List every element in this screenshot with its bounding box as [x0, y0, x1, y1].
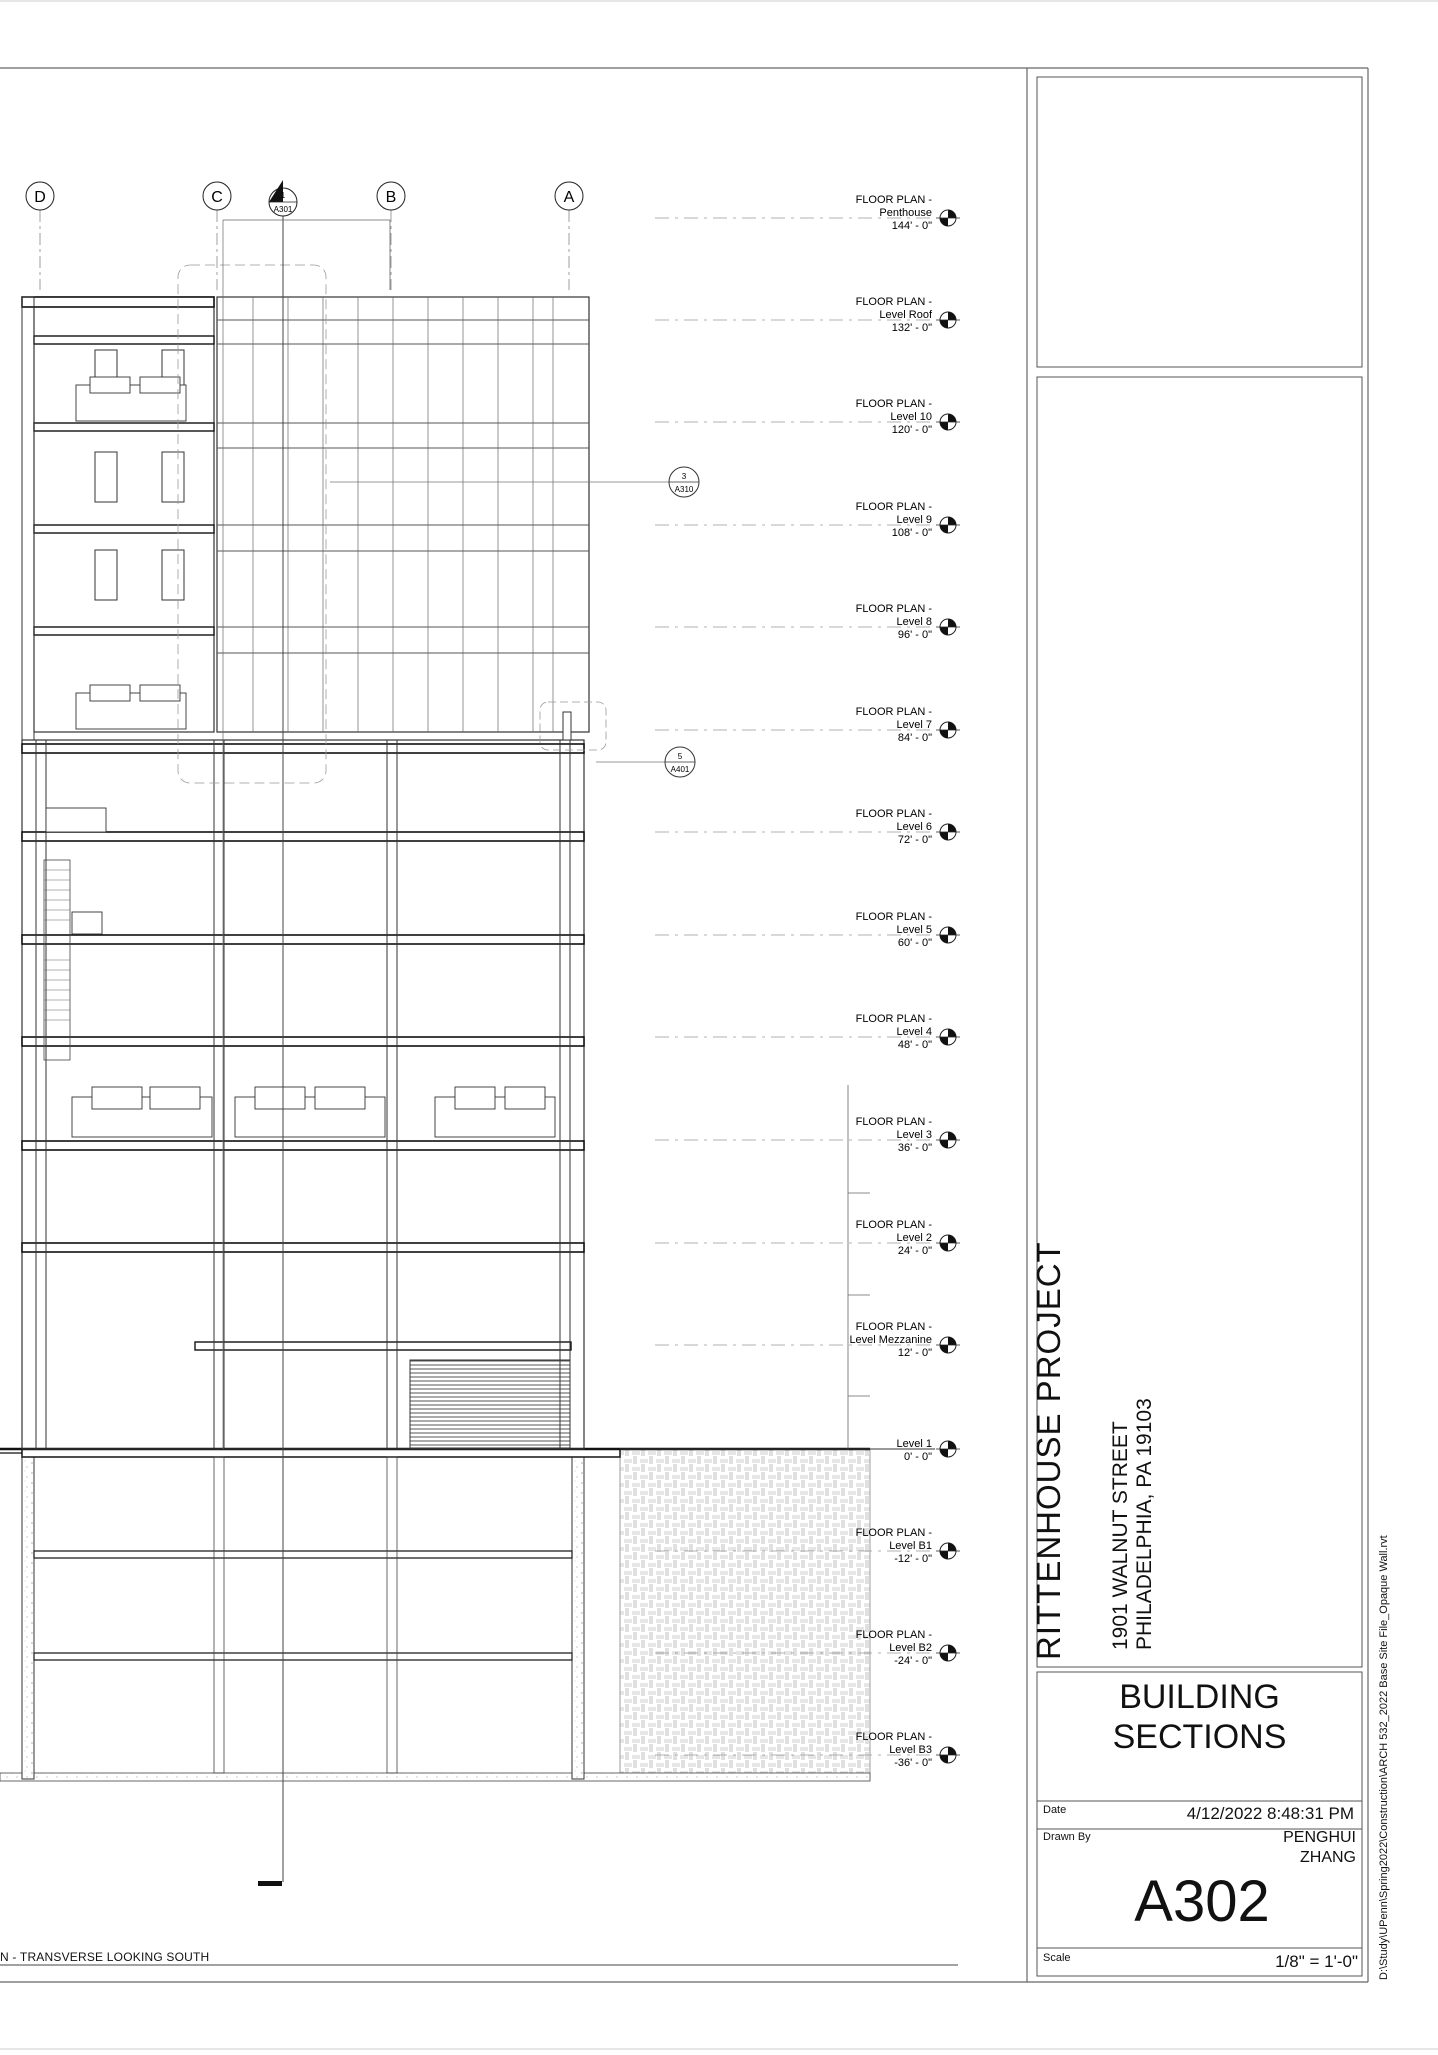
project-name: RITTENHOUSE PROJECT — [1030, 1241, 1067, 1660]
level-name: Level 3 — [896, 1129, 932, 1141]
level-marker — [655, 706, 960, 744]
tower-slab-9 — [34, 525, 214, 533]
grid-label: A — [563, 189, 575, 206]
level-label-prefix: FLOOR PLAN - — [855, 1116, 932, 1128]
tower-core — [34, 297, 214, 732]
level-elevation: -24' - 0" — [894, 1655, 932, 1667]
level-elevation: 144' - 0" — [891, 220, 932, 232]
parapet-a — [563, 712, 571, 740]
detail-callout-number: 5 — [677, 752, 683, 761]
furniture-level-3 — [72, 1087, 555, 1137]
titleblock-project-box — [1037, 377, 1362, 1667]
level-label-prefix: FLOOR PLAN - — [855, 808, 932, 820]
level-name: Level 1 — [896, 1438, 932, 1450]
grid-bubble-a — [555, 182, 583, 290]
tower-slab-8 — [34, 627, 214, 635]
level-elevation: -12' - 0" — [894, 1553, 932, 1565]
drawn-by-line-1: PENGHUI — [1283, 1829, 1356, 1846]
level-elevation: 132' - 0" — [891, 322, 932, 334]
column-d-podium — [36, 740, 46, 1449]
furniture-level-6 — [46, 808, 106, 934]
level-name: Penthouse — [879, 207, 932, 219]
level-elevation: 0' - 0" — [903, 1451, 932, 1463]
level-name: Level 6 — [896, 821, 932, 833]
file-path: D:\Study\UPenn\Spring2022\Construction\ARCH 532_2022 Base Site File_Opaque Wall.rvt — [1378, 1535, 1390, 1980]
level-elevation: 24' - 0" — [897, 1245, 932, 1257]
level-marker — [655, 911, 960, 949]
section-cut-leader — [223, 220, 390, 290]
level-name: Level 9 — [896, 514, 932, 526]
level-label-prefix: FLOOR PLAN - — [855, 1731, 932, 1743]
foundation-slab — [0, 1773, 870, 1781]
level-name: Level Mezzanine — [849, 1334, 932, 1346]
level-label-prefix: FLOOR PLAN - — [855, 194, 932, 206]
level-elevation: -36' - 0" — [894, 1757, 932, 1769]
level-label-prefix: FLOOR PLAN - — [855, 911, 932, 923]
sheet-title-line-2: SECTIONS — [1112, 1718, 1287, 1756]
level-marker — [655, 603, 960, 641]
level-marker — [655, 808, 960, 846]
level-name: Level 8 — [896, 616, 932, 628]
callout-boundary-2 — [540, 702, 606, 750]
stair-treads — [44, 870, 70, 1020]
podium-slab-4 — [22, 1037, 584, 1046]
basement-wall-left — [22, 1449, 34, 1779]
level-marker — [655, 501, 960, 539]
mezzanine-slab — [195, 1342, 571, 1350]
detail-callout-sheet: A310 — [674, 485, 694, 494]
column-b-c-basement — [214, 1457, 224, 1773]
section-callout-sheet: A301 — [273, 205, 293, 214]
level-marker — [655, 1219, 960, 1257]
level-name: Level Roof — [879, 309, 932, 321]
slab-b2 — [34, 1653, 572, 1660]
section-geometry — [0, 212, 870, 1886]
ground-hatch — [620, 1449, 870, 1779]
grid-bubble-d — [26, 182, 54, 290]
date-value: 4/12/2022 8:48:31 PM — [1186, 1804, 1354, 1823]
column-b-basement — [387, 1457, 397, 1773]
level-elevation: 60' - 0" — [897, 937, 932, 949]
level-name: Level 5 — [896, 924, 932, 936]
basement-wall-right — [572, 1449, 584, 1779]
level-label-prefix: FLOOR PLAN - — [855, 1219, 932, 1231]
sheet-number: A302 — [1134, 1869, 1270, 1934]
level-marker — [655, 398, 960, 436]
level-name: Level B1 — [889, 1540, 932, 1552]
level-label-prefix: FLOOR PLAN - — [855, 296, 932, 308]
level-elevation: 108' - 0" — [891, 527, 932, 539]
level-label-prefix: FLOOR PLAN - — [855, 1013, 932, 1025]
section-callout — [269, 180, 297, 216]
section-cut-end-mark — [258, 1881, 282, 1886]
level-elevation: 12' - 0" — [897, 1347, 932, 1359]
level-name: Level 4 — [896, 1026, 932, 1038]
titleblock-logo-box — [1037, 77, 1362, 367]
level-marker — [655, 296, 960, 334]
slab-b1 — [34, 1551, 572, 1558]
level-label-prefix: FLOOR PLAN - — [855, 603, 932, 615]
detail-callout-5 — [596, 747, 695, 777]
drawn-by-label: Drawn By — [1043, 1831, 1091, 1843]
level-name: Level 10 — [890, 411, 932, 423]
drawn-by-line-2: ZHANG — [1300, 1849, 1356, 1866]
podium-slab-3 — [22, 1141, 584, 1150]
level-marker — [655, 1321, 960, 1359]
podium-slab-5 — [22, 935, 584, 944]
detail-callout-sheet: A401 — [670, 765, 690, 774]
grid-label: C — [211, 189, 223, 206]
rollup-door — [410, 1360, 570, 1448]
level-elevation: 48' - 0" — [897, 1039, 932, 1051]
scale-label: Scale — [1043, 1952, 1071, 1964]
address-line-2: PHILADELPHIA, PA 19103 — [1133, 1398, 1156, 1650]
level-name: Level B3 — [889, 1744, 932, 1756]
grid-bubble-b — [377, 182, 405, 290]
detail-callout-number: 3 — [681, 472, 687, 481]
scale-value: 1/8" = 1'-0" — [1275, 1952, 1358, 1971]
level-elevation: 96' - 0" — [897, 629, 932, 641]
level-marker — [655, 1116, 960, 1154]
address-line-1: 1901 WALNUT STREET — [1109, 1421, 1132, 1650]
grid-bubble-c — [203, 182, 231, 290]
level-name: Level B2 — [889, 1642, 932, 1654]
level-name: Level 7 — [896, 719, 932, 731]
view-title: N - TRANSVERSE LOOKING SOUTH — [0, 1950, 210, 1964]
level-marker — [655, 1013, 960, 1051]
level-name: Level 2 — [896, 1232, 932, 1244]
level-label-prefix: FLOOR PLAN - — [855, 1629, 932, 1641]
tower-slab-roof — [34, 336, 214, 344]
date-label: Date — [1043, 1804, 1067, 1816]
level-elevation: 72' - 0" — [897, 834, 932, 846]
tower-roof-slab — [22, 297, 214, 307]
level-marker — [655, 194, 960, 232]
level-label-prefix: FLOOR PLAN - — [855, 706, 932, 718]
podium-slab-6 — [22, 832, 584, 841]
section-callout-number: 1 — [280, 191, 286, 200]
detail-callout-3 — [330, 467, 699, 497]
level-elevation: 84' - 0" — [897, 732, 932, 744]
tower-mullions — [253, 297, 553, 732]
level-label-prefix: FLOOR PLAN - — [855, 1321, 932, 1333]
grid-label: B — [385, 189, 397, 206]
level-label-prefix: FLOOR PLAN - — [855, 1527, 932, 1539]
level-label-prefix: FLOOR PLAN - — [855, 501, 932, 513]
podium-slab-7 — [22, 744, 584, 753]
sheet-title-line-1: BUILDING — [1119, 1678, 1280, 1716]
tower-edge-d — [22, 297, 34, 740]
podium-slab-2 — [22, 1243, 584, 1252]
grid-label: D — [34, 189, 46, 206]
level-label-prefix: FLOOR PLAN - — [855, 398, 932, 410]
level-elevation: 36' - 0" — [897, 1142, 932, 1154]
tower-slab-10 — [34, 423, 214, 431]
level-elevation: 120' - 0" — [891, 424, 932, 436]
